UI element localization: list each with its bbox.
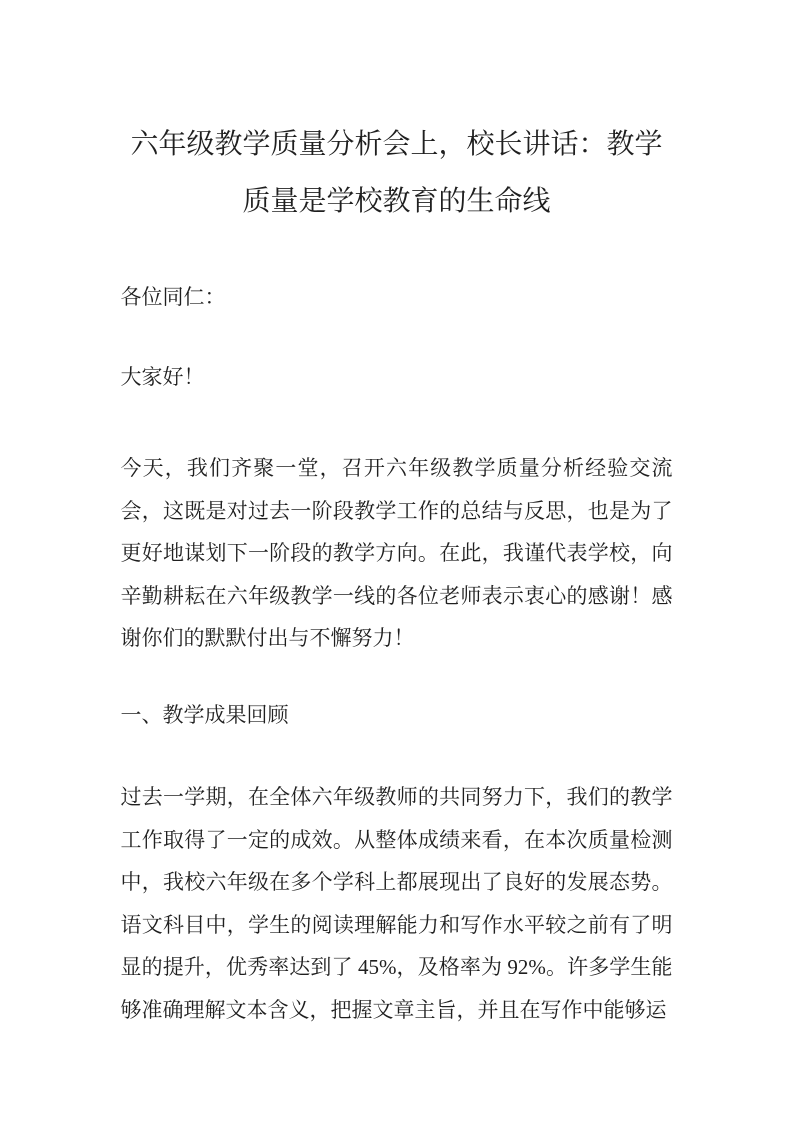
salutation-text: 各位同仁： (120, 285, 226, 309)
intro-paragraph: 今天，我们齐聚一堂，召开六年级教学质量分析经验交流会，这既是对过去一阶段教学工作的总结与反思，也是为了更好地谋划下一阶段的教学方向。在此，我谨代表学校，向辛勤耕耘在六年级教学一线的各位老师表示衷心的感谢！感谢你们的默默付出与不懈努力！ (120, 456, 673, 650)
document-content (121, 116, 673, 1031)
section-heading-teaching-results: 一、教学成果回顾 (120, 702, 289, 727)
document-title: 六年级教学质量分析会上，校长讲话：教学质量是学校教育的生命线 (130, 129, 663, 217)
greeting-text: 大家好！ (120, 364, 205, 389)
section-paragraph-teaching-results: 过去一学期，在全体六年级教师的共同努力下，我们的教学工作取得了一定的成效。从整体成绩来看，在本次质量检测中，我校六年级在多个学科上都展现出了良好的发展态势。语文科目中，学生的阅读理解能力和写作水平较之前有了明显的提升，优秀率达到了 45%，及格率为 92%。许多学生能够准确理解文本含义，把握文章主旨，并且在写作中能够运 (120, 785, 673, 1022)
